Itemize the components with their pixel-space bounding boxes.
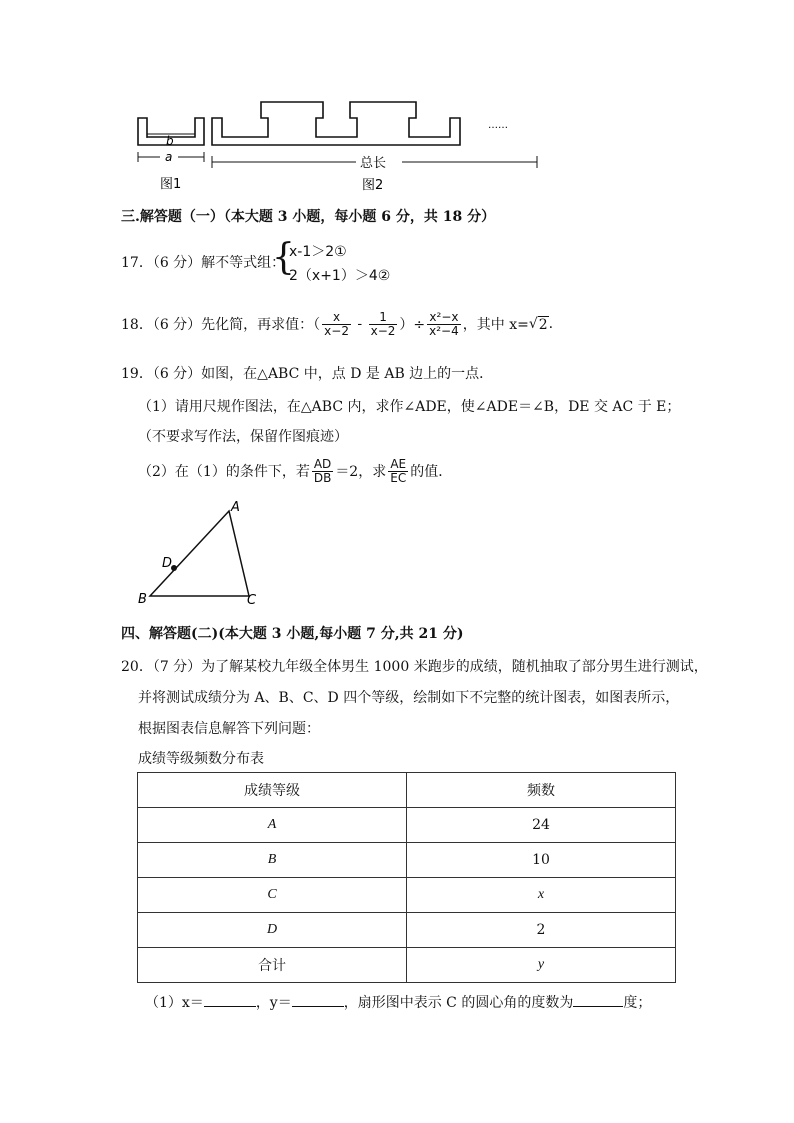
q20-sub1 bbox=[145, 992, 651, 1012]
q18-frac1-num: x bbox=[322, 311, 351, 325]
triangle-figure bbox=[120, 495, 280, 610]
fig1-b-label: b bbox=[166, 134, 174, 148]
label-c: C bbox=[247, 593, 257, 608]
q19-line2: （1）请用尺规作图法，在△ABC 内，求作∠ADE，使∠ADE＝∠B，DE 交 AC 于 E； bbox=[138, 399, 681, 415]
table-cell-grade: A bbox=[138, 808, 407, 843]
q18-frac3-num: x²−x bbox=[427, 311, 461, 325]
table-header-cell: 成绩等级 bbox=[138, 773, 407, 808]
fig1-caption: 图1 bbox=[160, 177, 182, 192]
q19-part2 bbox=[138, 452, 452, 490]
section4-heading: 四、解答题(二)(本大题 3 小题,每小题 7 分,共 21 分) bbox=[121, 626, 464, 642]
table-cell-count: x bbox=[407, 878, 676, 913]
answer-blank-y bbox=[292, 992, 344, 1007]
q18-sqrt-value: 2 bbox=[538, 316, 548, 333]
label-d: D bbox=[162, 556, 173, 571]
label-b: B bbox=[138, 592, 147, 607]
answer-blank-x bbox=[204, 992, 256, 1007]
q20-sub1-c: ，扇形图中表示 C 的圆心角的度数为 bbox=[343, 995, 574, 1011]
table-row bbox=[138, 948, 676, 983]
q20-line1: 20．（7 分）为了解某校九年级全体男生 1000 米跑步的成绩，随机抽取了部分男生进行测试， bbox=[121, 659, 708, 675]
q20-sub1-a: （1）x＝ bbox=[145, 995, 204, 1011]
table-header-cell: 频数 bbox=[407, 773, 676, 808]
q19-p2-prefix: （2）在（1）的条件下，若 bbox=[138, 464, 310, 480]
q18-frac3-den: x²−4 bbox=[429, 323, 459, 338]
section3-heading: 三.解答题（一）（本大题 3 小题，每小题 6 分，共 18 分） bbox=[121, 209, 496, 225]
q19-p2-end: 的值． bbox=[410, 464, 453, 480]
q18-div: ）÷ bbox=[399, 317, 426, 333]
q18-minus: - bbox=[352, 316, 367, 332]
q19-line1: 19．（6 分）如图，在△ABC 中，点 D 是 AB 边上的一点． bbox=[121, 366, 494, 382]
q20-sub1-d: 度； bbox=[623, 995, 652, 1011]
table-header-row bbox=[138, 773, 676, 808]
table-cell-grade: B bbox=[138, 843, 407, 878]
table-row bbox=[138, 808, 676, 843]
table-row bbox=[138, 913, 676, 948]
q18-end: . bbox=[548, 316, 554, 332]
q18-frac2 bbox=[369, 311, 398, 338]
frequency-table bbox=[137, 772, 676, 983]
q19-p2-mid: ＝2，求 bbox=[335, 464, 387, 480]
answer-blank-angle bbox=[573, 992, 623, 1007]
table-cell-count: 2 bbox=[407, 913, 676, 948]
q18-prefix: 18．（6 分）先化简，再求值：（ bbox=[121, 317, 321, 333]
table-row bbox=[138, 878, 676, 913]
q19-ratio2 bbox=[388, 458, 408, 485]
q18-frac2-num: 1 bbox=[369, 311, 398, 325]
q20-sub1-b: ，y＝ bbox=[255, 995, 292, 1011]
table-cell-count: 10 bbox=[407, 843, 676, 878]
fig1-a-label: a bbox=[165, 150, 173, 164]
q19-ratio1 bbox=[312, 458, 333, 485]
q20-line2: 并将测试成绩分为 A、B、C、D 四个等级，绘制如下不完整的统计图表，如图表所示， bbox=[138, 690, 680, 706]
q17-prefix: 17．（6 分）解不等式组： bbox=[121, 255, 286, 271]
q18-frac1 bbox=[322, 311, 351, 338]
q17-brace: { bbox=[272, 237, 295, 278]
table-cell-count: 24 bbox=[407, 808, 676, 843]
fig2-shape bbox=[212, 102, 460, 145]
q18-suffix: ，其中 x= bbox=[462, 317, 529, 333]
fig2-dots: …… bbox=[488, 120, 508, 131]
q20-line3: 根据图表信息解答下列问题： bbox=[138, 721, 320, 737]
figure-1-2 bbox=[0, 0, 794, 200]
fig2-total-label: 总长 bbox=[360, 156, 387, 171]
q19-ratio2-num: AE bbox=[388, 458, 408, 472]
q19-ratio2-den: EC bbox=[390, 470, 407, 485]
q19-line3: （不要求写作法，保留作图痕迹） bbox=[138, 429, 348, 445]
q18-frac3 bbox=[427, 311, 461, 338]
triangle-abc bbox=[150, 511, 249, 596]
q17-line2: 2（x+1）＞4② bbox=[289, 268, 391, 284]
label-a: A bbox=[231, 500, 240, 515]
table-cell-grade: 合计 bbox=[138, 948, 407, 983]
q18-frac1-den: x−2 bbox=[324, 323, 349, 338]
q17-line1: x-1＞2① bbox=[289, 244, 347, 260]
q19-ratio1-den: DB bbox=[313, 470, 332, 485]
fig2-caption: 图2 bbox=[362, 178, 384, 193]
q20-table-title: 成绩等级频数分布表 bbox=[138, 751, 264, 767]
table-row bbox=[138, 843, 676, 878]
q18-sqrt-symbol: √ bbox=[528, 316, 538, 332]
q18-line bbox=[121, 306, 553, 342]
table-cell-count: y bbox=[407, 948, 676, 983]
q19-ratio1-num: AD bbox=[312, 458, 333, 472]
q18-frac2-den: x−2 bbox=[370, 323, 396, 338]
table-cell-grade: C bbox=[138, 878, 407, 913]
table-cell-grade: D bbox=[138, 913, 407, 948]
